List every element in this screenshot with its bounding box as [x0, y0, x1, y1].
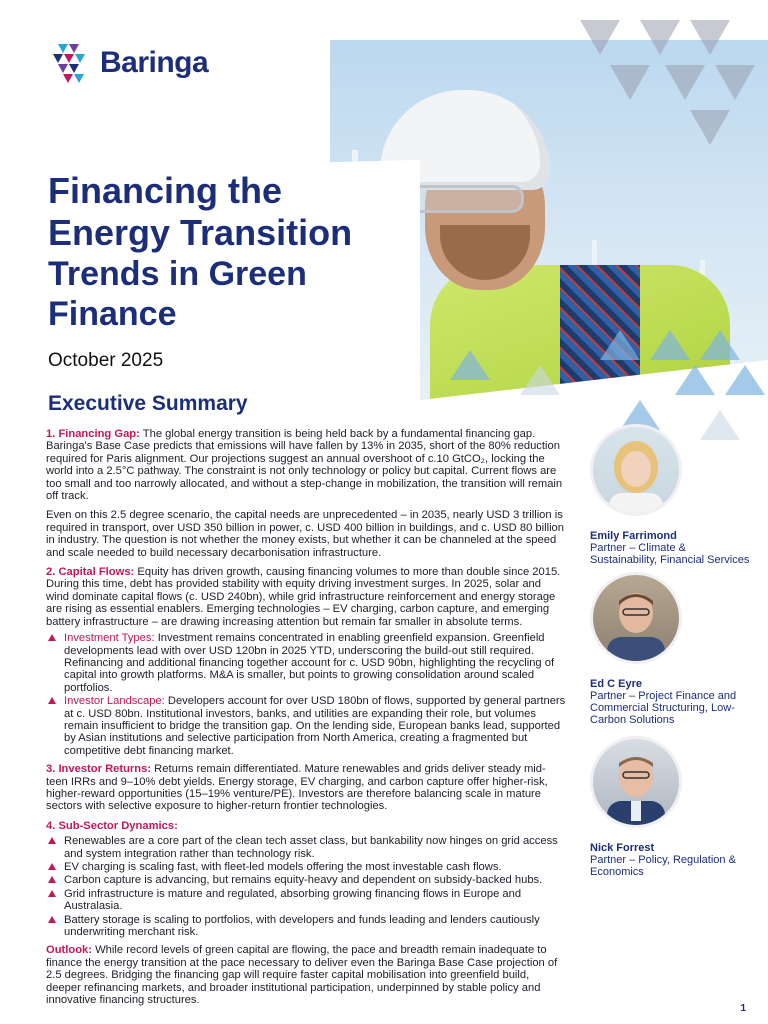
investor-returns-heading: 3. Investor Returns: — [46, 763, 152, 776]
title-line-1: Financing the — [48, 170, 282, 211]
list-item — [46, 835, 566, 860]
financing-gap-heading: 1. Financing Gap: — [46, 428, 140, 440]
person-photo-icon — [593, 739, 679, 825]
avatar — [590, 736, 682, 828]
page-number: 1 — [740, 1003, 746, 1014]
triangle-bullet-icon — [48, 863, 56, 870]
sub-sector-text: Battery storage is scaling to portfolios, with developers and funds leading and lenders cautiously underwriting merchant risk. — [64, 913, 540, 939]
triangle-bullet-icon — [48, 634, 56, 641]
author-card — [590, 736, 750, 878]
sub-sector-text: EV charging is scaling fast, with fleet-led models offering the most investable cash flows. — [64, 861, 502, 873]
page-subtitle — [48, 254, 307, 334]
paragraph-capital-flows — [46, 566, 566, 628]
subtitle-line-1: Trends in Green — [48, 255, 307, 293]
triangle-bullet-icon — [48, 837, 56, 844]
author-name: Emily Farrimond — [590, 530, 677, 542]
triangle-bullet-icon — [48, 697, 56, 704]
publication-date: October 2025 — [48, 350, 164, 371]
paragraph-investor-returns — [46, 763, 566, 813]
triangle-bullet-icon — [48, 890, 56, 897]
logo-mark-icon — [48, 40, 94, 86]
page-title — [48, 170, 352, 254]
financing-gap-text: The global energy transition is being held back by a fundamental financing gap. Baringa's Base Case predicts that emissions will have fallen by 13% in 2035, short of the 80% reduction required for Paris alignment. Our projections suggest an annual overshoot of c.10 GtCO₂, locking the world into a 2.5°C pathway. The constraint is not only technology or policy but capital. Current flows are too small and too narrowly allocated, and without a step-change in mobilization, the transition will remain off track. — [46, 428, 563, 503]
author-name: Nick Forrest — [590, 842, 655, 854]
outlook-text: While record levels of green capital are flowing, the pace and breadth remain inadequate to finance the energy transition at the pace necessary to deliver even the Baringa Base Case projection of 2.5 degrees. Bridging the financing gap will require faster capital mobilisation into greenfield build, deeper refinancing markets, and broader institutional participation, underpinned by stable policy and innovative financing structures. — [46, 944, 558, 1007]
investment-types-heading: Investment Types: — [64, 632, 155, 645]
paragraph-capital-needs: Even on this 2.5 degree scenario, the capital needs are unprecedented – in 2035, nearly USD 3 trillion is required in transport, over USD 350 billion in power, c. USD 400 billion in buildings, and c. USD 80 billion in industry. The question is not whether the money exists, but whether it can be channeled at the speed and scale needed to build necessary decarbonisation infrastructure. — [46, 509, 565, 559]
sub-sector-heading: 4. Sub-Sector Dynamics: — [46, 819, 178, 832]
investor-returns-text: Returns remain differentiated. Mature renewables and grids deliver steady mid-teen IRRs and 9–10% debt yields. Energy storage, EV charging, and carbon capture offer higher-risk, higher-reward opportunities (15–19% venture/PE). Investors are therefore balancing scale in mature sectors with selective exposure to higher-return frontier technologies. — [46, 763, 548, 813]
sub-sector-text: Renewables are a core part of the clean tech asset class, but bankability now hinges on grid access and system integration rather than technology risk. — [64, 835, 558, 860]
list-item — [46, 888, 566, 913]
capital-flows-text: Equity has driven growth, causing financing volumes to more than double since 2015. During this time, debt has provided stability with equity driving investment surges. In 2025, solar and wind dominate capital flows (c. USD 240bn), while grid infrastructure reinforcement and energy storage are rising as essential enablers. Emerging technologies – EV charging, carbon capture, and emerging battery infrastructure – are drawing increasing attention but remain far smaller in absolute terms. — [46, 566, 561, 628]
paragraph-outlook — [46, 944, 566, 1006]
author-name: Ed C Eyre — [590, 678, 642, 690]
capital-flows-heading: 2. Capital Flows: — [46, 566, 135, 579]
list-item — [46, 914, 566, 939]
triangle-bullet-icon — [48, 876, 56, 883]
avatar — [590, 424, 682, 516]
outlook-heading: Outlook: — [46, 944, 92, 957]
title-line-2: Energy Transition — [48, 212, 353, 253]
person-photo-icon — [593, 575, 679, 661]
author-role: Partner – Policy, Regulation & Economics — [590, 854, 736, 878]
person-photo-icon — [593, 427, 679, 513]
author-card — [590, 572, 750, 726]
list-item — [46, 695, 566, 757]
author-role: Partner – Project Finance and Commercial Structuring, Low-Carbon Solutions — [590, 690, 737, 726]
list-item — [46, 632, 566, 694]
triangle-bullet-icon — [48, 916, 56, 923]
sub-sector-bullets — [46, 835, 566, 938]
executive-summary-body — [46, 428, 566, 1013]
baringa-logo[interactable] — [48, 40, 208, 86]
section-title: Executive Summary — [48, 392, 248, 415]
author-card — [590, 424, 750, 566]
investment-types-text: Investment remains concentrated in enabling greenfield expansion. Greenfield developments lead with over USD 120bn in 2025 YTD, underscoring the build-out still required. Refinancing and additional financing together account for c. USD 90bn, highlighting the recycling of capital into growth platforms. M&A is smaller, but points to growing consolidation around scaled portfolios. — [64, 632, 555, 694]
paragraph-financing-gap — [46, 428, 566, 502]
list-item — [46, 874, 566, 886]
sub-sector-text: Carbon capture is advancing, but remains equity-heavy and dependent on subsidy-backed hubs. — [64, 874, 543, 887]
capital-flows-bullets — [46, 632, 566, 757]
author-role: Partner – Climate & Sustainability, Financial Services — [590, 542, 750, 566]
logo-wordmark: Baringa — [100, 46, 209, 79]
list-item — [46, 861, 566, 873]
investor-landscape-text: Developers account for over USD 180bn of flows, supported by general partners at c. USD 80bn. Institutional investors, banks, and utilities are expanding their role, but volumes remain insufficient to bridge the transition gap. On the lending side, European banks lead, supported by Asian institutions and selective participation from North America, creating a fragmented but competitive debt financing market. — [64, 695, 566, 757]
subtitle-line-2: Finance — [48, 295, 177, 333]
avatar — [590, 572, 682, 664]
sub-sector-text: Grid infrastructure is mature and regulated, absorbing growing financing flows in Europe and Australasia. — [64, 887, 522, 913]
investor-landscape-heading: Investor Landscape: — [64, 695, 165, 708]
